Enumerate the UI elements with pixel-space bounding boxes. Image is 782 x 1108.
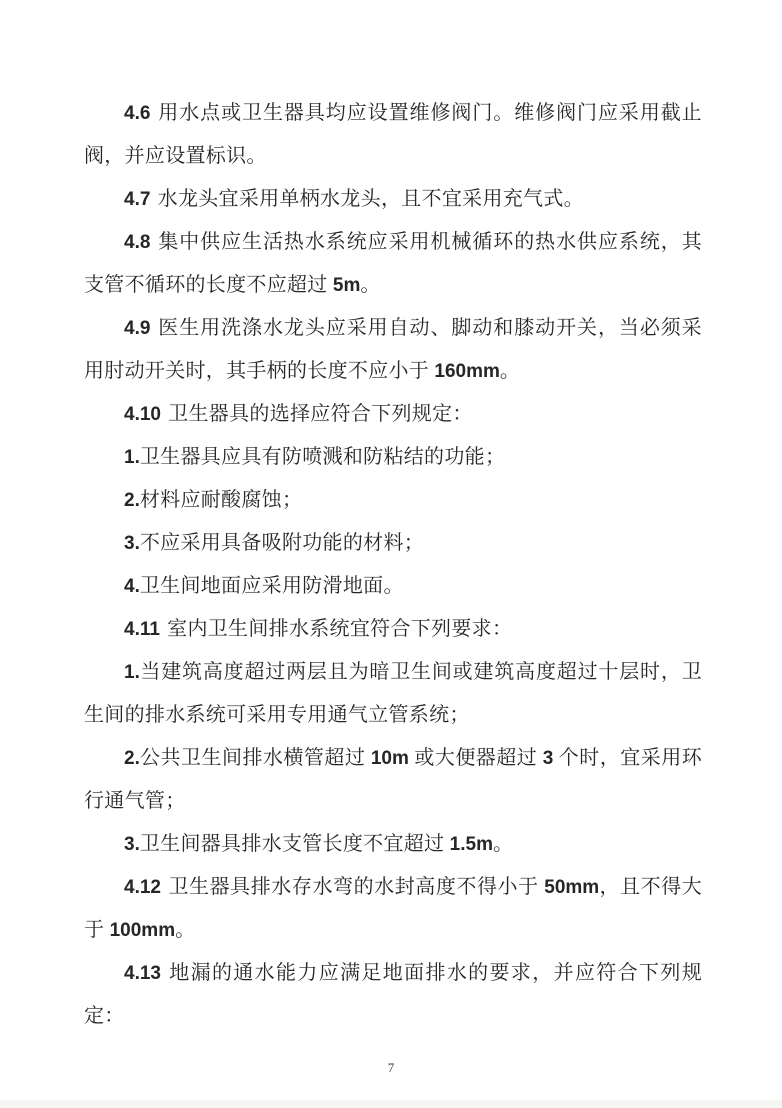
clause-number: 1. (124, 447, 140, 468)
clause-text: 卫生器具排水存水弯的水封高度不得小于 50mm，且不得大于 100mm。 (84, 876, 703, 941)
list-item (84, 565, 702, 608)
clause-text: 卫生间地面应采用防滑地面。 (139, 575, 404, 597)
clause-number: 4.6 (124, 103, 151, 124)
clause-paragraph (84, 608, 702, 651)
clause-number: 2. (124, 748, 140, 769)
list-item (84, 479, 702, 522)
clause-number: 1. (124, 662, 140, 683)
page-number: 7 (387, 1060, 395, 1075)
clause-number: 4.9 (124, 318, 151, 339)
clause-text: 地漏的通水能力应满足地面排水的要求，并应符合下列规定： (84, 962, 702, 1027)
clause-number: 4. (124, 576, 140, 597)
clause-paragraph (84, 393, 702, 436)
clause-text: 医生用洗涤水龙头应采用自动、脚动和膝动开关，当必须采用肘动开关时，其手柄的长度不应小于 160mm。 (84, 317, 702, 382)
clause-number: 4.13 (124, 963, 161, 984)
clause-paragraph (84, 178, 702, 221)
clause-text: 卫生器具的选择应符合下列规定： (168, 403, 473, 425)
clause-paragraph (84, 307, 702, 393)
clause-text: 公共卫生间排水横管超过 10m 或大便器超过 3 个时，宜采用环行通气管； (84, 747, 703, 812)
clause-text: 材料应耐酸腐蚀； (139, 489, 303, 511)
list-item (84, 737, 702, 823)
clause-number: 4.10 (124, 404, 161, 425)
clause-number: 4.11 (124, 619, 160, 640)
clause-paragraph (84, 866, 702, 952)
clause-text: 集中供应生活热水系统应采用机械循环的热水供应系统，其支管不循环的长度不应超过 5m。 (84, 231, 702, 296)
clause-number: 3. (124, 533, 140, 554)
clause-paragraph (84, 221, 702, 307)
clause-number: 3. (124, 834, 140, 855)
page-bottom-edge (0, 1100, 782, 1108)
clause-number: 2. (124, 490, 140, 511)
clause-text: 卫生器具应具有防喷溅和防粘结的功能； (139, 446, 506, 468)
clause-text: 室内卫生间排水系统宜符合下列要求： (167, 618, 513, 640)
clause-text: 水龙头宜采用单柄水龙头，且不宜采用充气式。 (157, 188, 584, 210)
clause-paragraph (84, 92, 702, 178)
clause-number: 4.7 (124, 189, 151, 210)
clause-text: 当建筑高度超过两层且为暗卫生间或建筑高度超过十层时，卫生间的排水系统可采用专用通气立管系统； (84, 661, 702, 726)
clause-number: 4.8 (124, 232, 151, 253)
clause-number: 4.12 (124, 877, 161, 898)
clause-text: 不应采用具备吸附功能的材料； (139, 532, 425, 554)
clause-text: 卫生间器具排水支管长度不宜超过 1.5m。 (139, 833, 514, 855)
list-item (84, 522, 702, 565)
list-item (84, 436, 702, 479)
clause-text: 用水点或卫生器具均应设置维修阀门。维修阀门应采用截止阀，并应设置标识。 (84, 102, 702, 167)
clause-paragraph (84, 952, 702, 1038)
document-body (84, 92, 702, 1038)
list-item (84, 823, 702, 866)
list-item (84, 651, 702, 737)
